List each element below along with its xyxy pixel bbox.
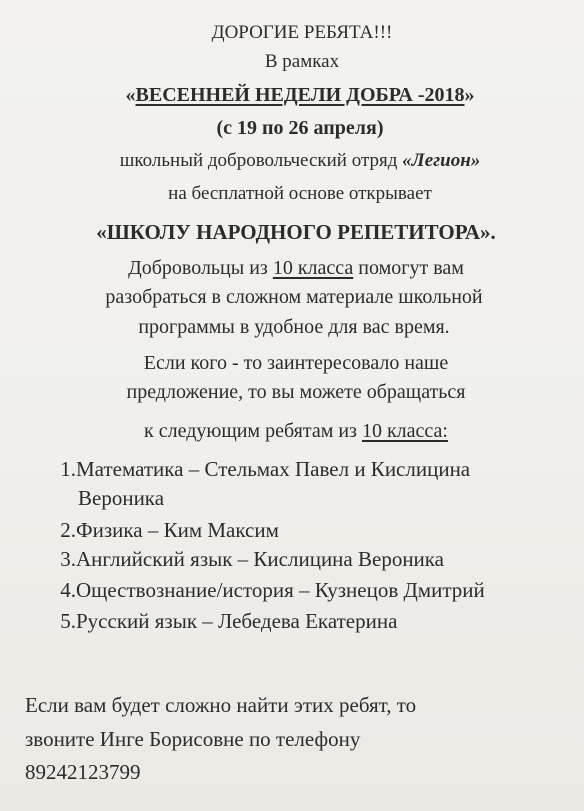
contact-class: 10 класса:	[361, 420, 448, 442]
list-item	[56, 547, 444, 572]
list-number: 3.	[60, 547, 76, 571]
list-number: 1.	[60, 457, 76, 481]
event-dates: (с 19 по 26 апреля)	[216, 117, 384, 139]
list-item	[56, 457, 470, 482]
event-title	[8, 84, 584, 107]
event-close-quote: »	[464, 84, 475, 106]
footer-line-1: Если вам будет сложно найти этих ребят, то	[25, 693, 417, 717]
contact-line-2: предложение, то вы можете обращаться	[126, 381, 466, 403]
school-name: «ШКОЛУ НАРОДНОГО РЕПЕТИТОРА».	[96, 220, 496, 244]
description-prefix: Добровольцы из	[128, 257, 273, 279]
contact-line-1: Если кого - то заинтересовало наше	[143, 352, 449, 374]
list-text: Математика – Стельмах Павел и Кислицина	[76, 457, 471, 481]
contact-prefix: к следующим ребятам из	[144, 420, 362, 442]
list-number: 4.	[60, 578, 76, 602]
list-text: Оществознание/история – Кузнецов Дмитрий	[76, 578, 485, 602]
description-class: 10 класса	[272, 257, 354, 279]
list-text: Физика – Ким Максим	[76, 518, 279, 542]
list-number: 5.	[60, 609, 76, 633]
description-line-1	[4, 257, 584, 280]
in-frame-text: В рамках	[264, 51, 340, 72]
list-item	[56, 578, 485, 603]
footer-line-2: звоните Инге Борисовне по телефону	[25, 727, 361, 751]
greeting: ДОРОГИЕ РЕБЯТА!!!	[211, 22, 393, 43]
list-number: 2.	[60, 518, 76, 542]
list-item	[56, 518, 279, 543]
team-prefix: школьный добровольческий отряд	[119, 150, 403, 171]
team-name: «Легион»	[402, 150, 481, 171]
list-item	[56, 609, 397, 634]
contact-line-3	[4, 420, 584, 443]
description-line-3: программы в удобное для вас время.	[138, 316, 450, 338]
phone-number: 89242123799	[25, 760, 141, 784]
list-text: Английский язык – Кислицина Вероника	[76, 547, 445, 571]
event-name: ВЕСЕННЕЙ НЕДЕЛИ ДОБРА -2018	[135, 84, 465, 106]
free-basis-text: на бесплатной основе открывает	[168, 183, 432, 204]
list-text: Русский язык – Лебедева Екатерина	[76, 609, 398, 633]
description-suffix: помогут вам	[353, 257, 464, 279]
list-item-continuation: Вероника	[78, 486, 165, 510]
description-line-2: разобраться в сложном материале школьной	[105, 286, 483, 308]
event-open-quote: «	[125, 84, 136, 106]
team-line	[8, 150, 584, 172]
